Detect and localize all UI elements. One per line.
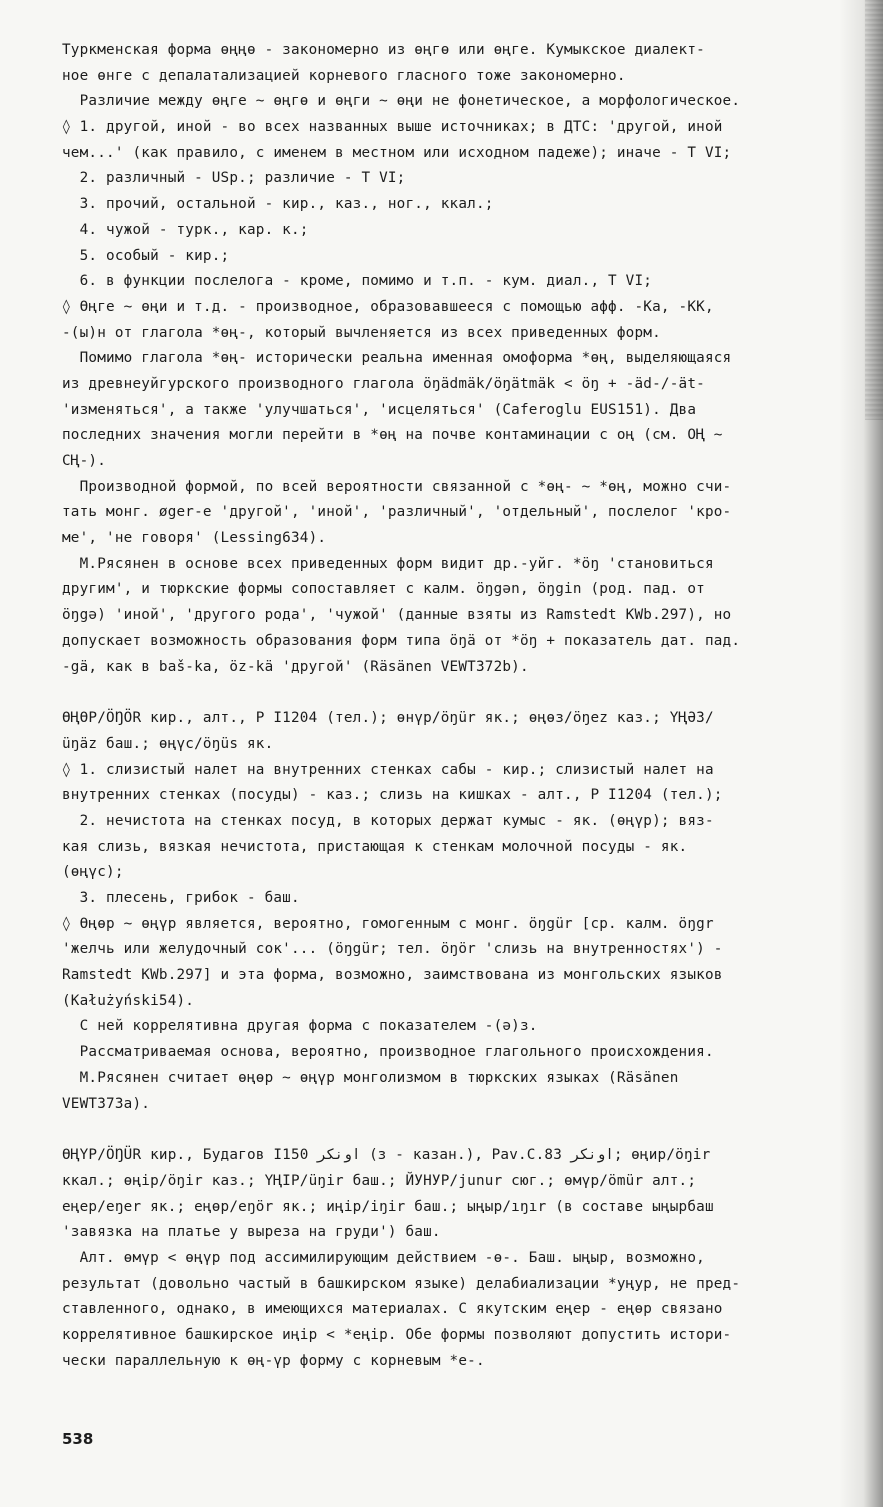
text-line: 'завязка на платье у выреза на груди') баш. <box>62 1224 441 1241</box>
text-line: ӨҢҮР/ÖŊÜR кир., Будагов I150 اونكر (з - казан.), Pav.C.83 اونكر; өңир/öŋir <box>62 1147 711 1164</box>
text-line: коррелятивное башкирское иңір < *еңір. Обе формы позволяют допустить истори- <box>62 1327 732 1343</box>
text-line: результат (довольно частый в башкирском языке) делабиализации *уңур, не пред- <box>62 1275 741 1292</box>
text-line: (өңүс); <box>62 864 124 881</box>
text-line: Ramstedt KWb.297] и эта форма, возможно, заимствована из монгольских языков <box>62 967 723 984</box>
text-line: Рассматриваемая основа, вероятно, производное глагольного происхождения. <box>62 1044 714 1061</box>
text-line: еңер/eŋer як.; еңөр/eŋör як.; иңір/iŋir баш.; ыңыр/ıŋır (в составе ыңырбаш <box>62 1198 714 1215</box>
text-line: üŋäz баш.; өңүс/öŋüs як. <box>62 735 274 752</box>
text-line: СҢ-). <box>62 453 107 469</box>
text-line: чески параллельную к өң-үр форму с корневым *е-. <box>62 1352 485 1369</box>
text-line: (Kałużyński54). <box>62 992 195 1009</box>
text-line: Помимо глагола *өң- исторически реальна именная омоформа *өң, выделяющаяся <box>62 350 732 367</box>
text-line: из древнеуйгурского производного глагола öŋädmäk/öŋätmäk < öŋ + -äd-/-ät- <box>62 375 705 392</box>
text-line: Производной формой, по всей вероятности связанной с *өң- ~ *өң, можно счи- <box>62 478 732 495</box>
text-line: Туркменская форма өңңө - закономерно из өңгө или өңге. Кумыкское диалект- <box>62 42 705 58</box>
text-line: тать монг. øger-e 'другой', 'иной', 'различный', 'отдельный', послелог 'кро- <box>62 504 732 521</box>
text-line: öŋgǝ) 'иной', 'другого рода', 'чужой' (данные взяты из Ramstedt KWb.297), но <box>62 607 732 624</box>
text-line: С ней коррелятивна другая форма с показателем -(ә)з. <box>62 1018 538 1035</box>
text-line: 2. различный - USp.; различие - Т VI; <box>62 170 406 187</box>
text-line: Различие между өңге ~ өңгө и өңги ~ өңи не фонетическое, а морфологическое. <box>62 93 741 110</box>
text-line: 4. чужой - турк., кар. к.; <box>62 221 309 238</box>
text-line: 'изменяться', а также 'улучшаться', 'исцеляться' (Caferoglu EUS151). Два <box>62 401 697 418</box>
dictionary-entry <box>62 38 852 680</box>
text-line: ккал.; өңір/öŋir каз.; ҮҢІР/üŋir баш.; ЙУНУР/junur сюг.; өмүр/ömür алт.; <box>62 1172 697 1189</box>
text-line: ӨҢӨР/ÖŊÖR кир., алт., Р I1204 (тел.); өнүр/öŋür як.; өңөз/öŋez каз.; ҮҢӘЗ/ <box>62 710 714 727</box>
entry-gap <box>62 680 852 706</box>
text-line: 3. плесень, грибок - баш. <box>62 890 300 906</box>
text-line: -(ы)н от глагола *өң-, который вычленяется из всех приведенных форм. <box>62 324 661 341</box>
dictionary-entry <box>62 706 852 1117</box>
text-line: ное өнге с депалатализацией корневого гласного тоже закономерно. <box>62 67 626 84</box>
text-line: внутренних стенках (посуды) - каз.; слизь на кишках - алт., Р I1204 (тел.); <box>62 787 723 804</box>
text-line: 3. прочий, остальной - кир., каз., ног., ккал.; <box>62 196 494 213</box>
text-line: VEWT373a). <box>62 1095 151 1112</box>
text-line: ◊ Өңөр ~ өңүр является, вероятно, гомогенным с монг. öŋgür [ср. калм. öŋgr <box>62 915 714 932</box>
text-line: последних значения могли перейти в *өң на почве контаминации с оң (см. ОҢ ~ <box>62 427 723 444</box>
page-number: 538 <box>62 1430 94 1448</box>
text-line: 2. нечистота на стенках посуд, в которых держат кумыс - як. (өңүр); вяз- <box>62 812 714 829</box>
text-line: кая слизь, вязкая нечистота, пристающая к стенкам молочной посуды - як. <box>62 838 688 855</box>
text-line: М.Рясянен считает өңөр ~ өңүр монголизмом в тюркских языках (Räsänen <box>62 1069 679 1086</box>
text-line: допускает возможность образования форм типа öŋä от *öŋ + показатель дат. пад. <box>62 632 741 649</box>
text-line: ◊ Өңге ~ өңи и т.д. - производное, образовавшееся с помощью афф. -Ка, -КК, <box>62 298 714 315</box>
text-line: 'желчь или желудочный сок'... (öŋgür; тел. öŋör 'слизь на внутренностях') - <box>62 941 723 958</box>
text-line: ◊ 1. другой, иной - во всех названных выше источниках; в ДТС: 'другой, иной <box>62 119 723 136</box>
page-text <box>62 38 852 1374</box>
dictionary-entry <box>62 1143 852 1374</box>
text-line: -gä, как в baš-ka, öz-kä 'другой' (Räsänen VEWT372b). <box>62 658 529 675</box>
text-line: М.Рясянен в основе всех приведенных форм видит др.-уйг. *öŋ 'становиться <box>62 555 714 572</box>
text-line: ме', 'не говоря' (Lessing634). <box>62 530 327 547</box>
text-line: Алт. өмүр < өңүр под ассимилирующим действием -ө-. Баш. ыңыр, возможно, <box>62 1249 705 1266</box>
entry-gap <box>62 1117 852 1143</box>
text-line: 6. в функции послелога - кроме, помимо и т.п. - кум. диал., Т VI; <box>62 273 653 290</box>
text-line: чем...' (как правило, с именем в местном или исходном падеже); иначе - Т VI; <box>62 144 732 161</box>
text-line: 5. особый - кир.; <box>62 247 230 264</box>
text-line: ◊ 1. слизистый налет на внутренних стенках сабы - кир.; слизистый налет на <box>62 761 714 778</box>
text-line: другим', и тюркские формы сопоставляет с калм. öŋgǝn, öŋgin (род. пад. от <box>62 581 705 598</box>
page-edge-noise <box>865 0 883 420</box>
text-line: ставленного, однако, в имеющихся материалах. С якутским еңер - еңөр связано <box>62 1301 723 1318</box>
